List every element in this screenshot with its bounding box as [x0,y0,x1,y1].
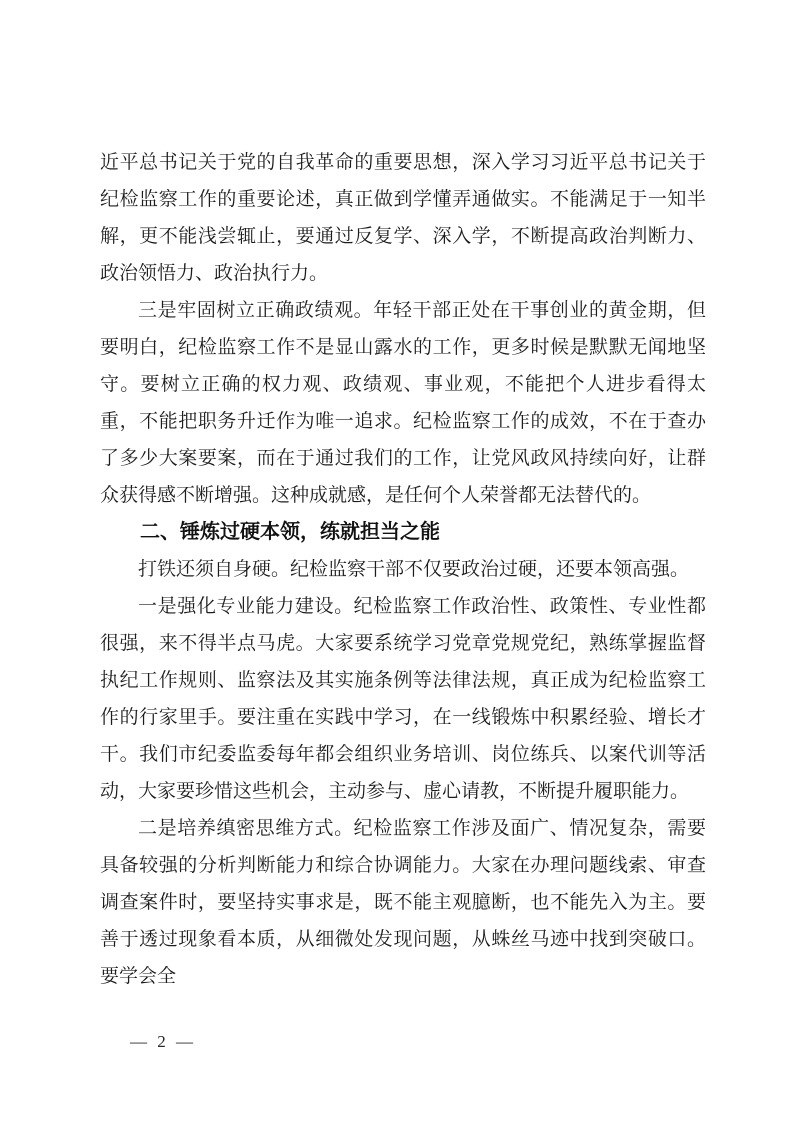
document-body [100,144,706,995]
section-heading: 二、锤炼过硬本领，练就担当之能 [140,521,440,543]
page-number: — 2 — [130,1032,196,1051]
paragraph: 打铁还须自身硬。纪检监察干部不仅要政治过硬，还要本领高强。 [138,559,690,580]
paragraph-continuation: 近平总书记关于党的自我革命的重要思想，深入学习习近平总书记关于纪检监察工作的重要论述，真正做到学懂弄通做实。不能满足于一知半解，更不能浅尝辄止，要通过反复学、深入学，不断提高政治判断力、政治领悟力、政治执行力。 [100,152,706,284]
paragraph: 二是培养缜密思维方式。纪检监察工作涉及面广、情况复杂，需要具备较强的分析判断能力和综合协调能力。大家在办理问题线索、审查调查案件时，要坚持实事求是，既不能主观臆断，也不能先入为主。要善于透过现象看本质，从细微处发现问题，从蛛丝马迹中找到突破口。要学会全 [100,818,706,987]
paragraph: 三是牢固树立正确政绩观。年轻干部正处在干事创业的黄金期，但要明白，纪检监察工作不是显山露水的工作，更多时候是默默无闻地坚守。要树立正确的权力观、政绩观、事业观，不能把个人进步看得太重，不能把职务升迁作为唯一追求。纪检监察工作的成效，不在于查办了多少大案要案，而在于通过我们的工作，让党风政风持续向好，让群众获得感不断增强。这种成就感，是任何个人荣誉都无法替代的。 [100,300,706,506]
paragraph: 一是强化专业能力建设。纪检监察工作政治性、政策性、专业性都很强，来不得半点马虎。大家要系统学习党章党规党纪，熟练掌握监督执纪工作规则、监察法及其实施条例等法律法规，真正成为纪检监察工作的行家里手。要注重在实践中学习，在一线锻炼中积累经验、增长才干。我们市纪委监委每年都会组织业务培训、岗位练兵、以案代训等活动，大家要珍惜这些机会，主动参与、虚心请教，不断提升履职能力。 [100,596,706,802]
